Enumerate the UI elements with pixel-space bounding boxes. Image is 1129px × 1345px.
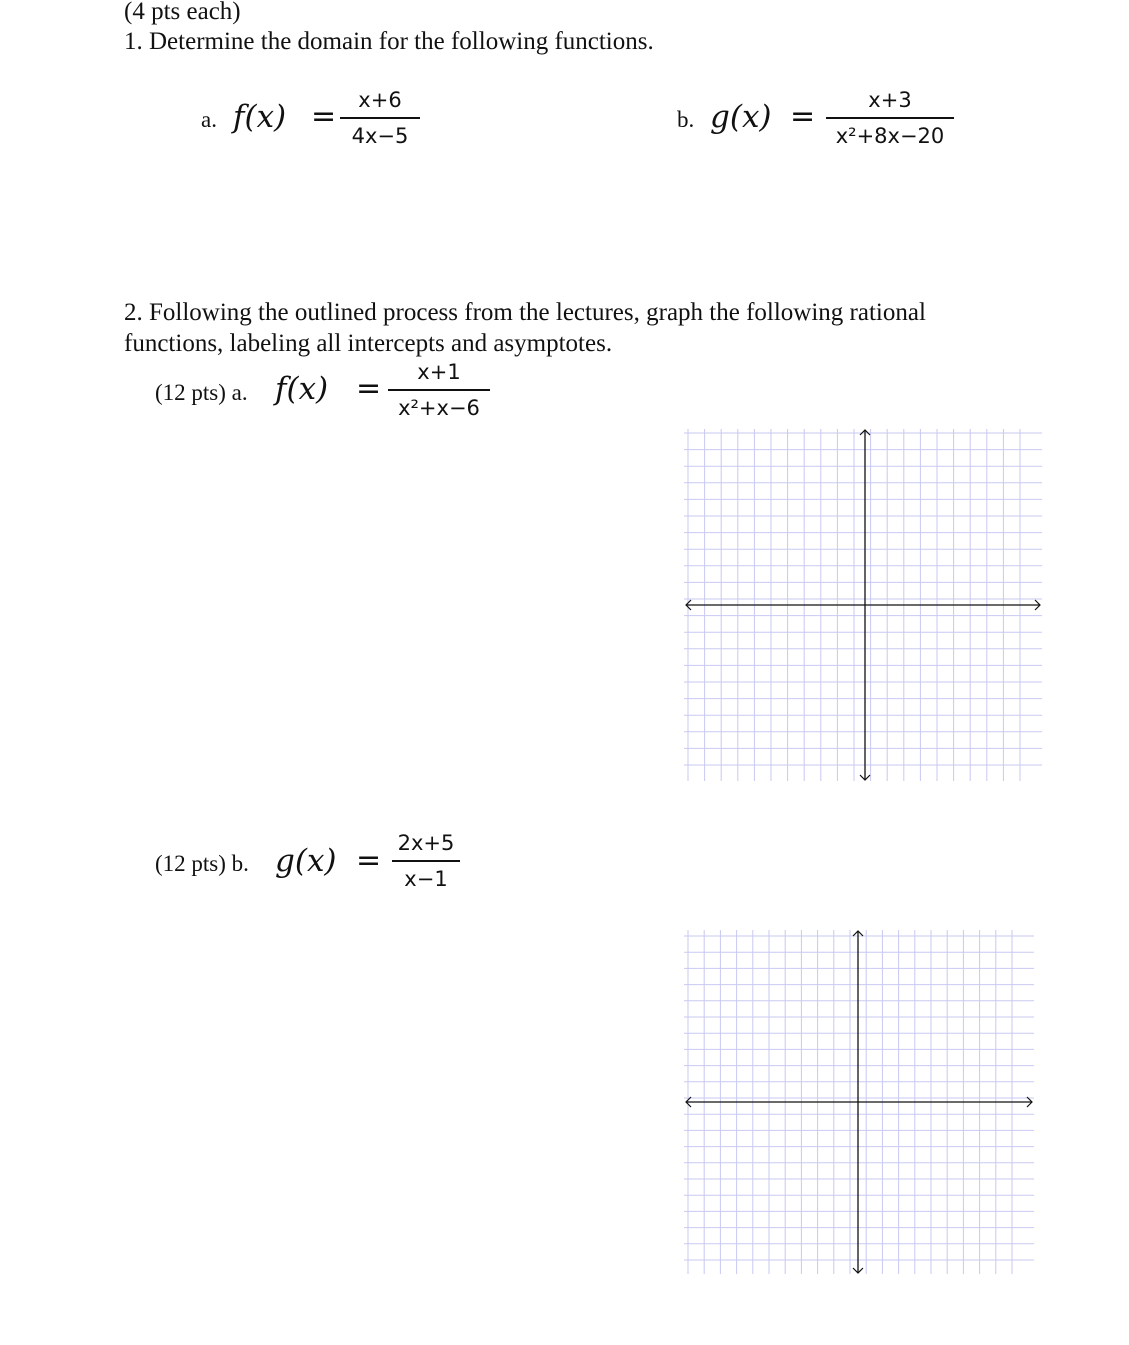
q2b-fraction xyxy=(392,829,460,895)
question-2-prompt-line-2: functions, labeling all intercepts and asymptotes. xyxy=(124,330,613,357)
q2a-equals: = xyxy=(356,371,382,406)
q2b-fraction-bar xyxy=(392,860,460,862)
q2a-function-name: f(x) xyxy=(275,371,329,407)
q2a-fraction-bar xyxy=(388,389,490,391)
q2b-equals: = xyxy=(356,843,382,878)
q1b-numerator: x+3 xyxy=(868,88,912,112)
q1a-label: a. xyxy=(201,107,217,132)
q1a-numerator: x+6 xyxy=(358,88,402,112)
coordinate-grid-b[interactable] xyxy=(682,926,1036,1278)
q1b-label: b. xyxy=(677,107,695,132)
q2a-label: (12 pts) a. xyxy=(155,380,248,405)
q1a-equals: = xyxy=(311,99,337,134)
q2b-numerator: 2x+5 xyxy=(397,831,455,855)
points-note: (4 pts each) xyxy=(124,0,241,25)
question-1-prompt: 1. Determine the domain for the following functions. xyxy=(124,28,654,55)
q1b-fraction xyxy=(826,86,954,152)
q1b-equals: = xyxy=(790,99,816,134)
q1a-function-name: f(x) xyxy=(233,99,287,135)
q1b-function-name: g(x) xyxy=(710,99,772,135)
coordinate-grid-a[interactable] xyxy=(682,425,1044,785)
q2a-numerator: x+1 xyxy=(417,360,461,384)
q2a-denominator: x²+x−6 xyxy=(398,396,480,420)
q1a-fraction-bar xyxy=(340,117,420,119)
q2b-function-name: g(x) xyxy=(275,843,337,879)
q2a-fraction xyxy=(388,358,490,424)
q1a-fraction xyxy=(340,86,420,152)
question-2-prompt-line-1: 2. Following the outlined process from the lectures, graph the following rational xyxy=(124,299,926,326)
q2b-denominator: x−1 xyxy=(404,867,448,891)
q1b-fraction-bar xyxy=(826,117,954,119)
q1a-denominator: 4x−5 xyxy=(351,124,409,148)
q1b-denominator: x²+8x−20 xyxy=(835,124,945,148)
q2b-label: (12 pts) b. xyxy=(155,851,249,876)
